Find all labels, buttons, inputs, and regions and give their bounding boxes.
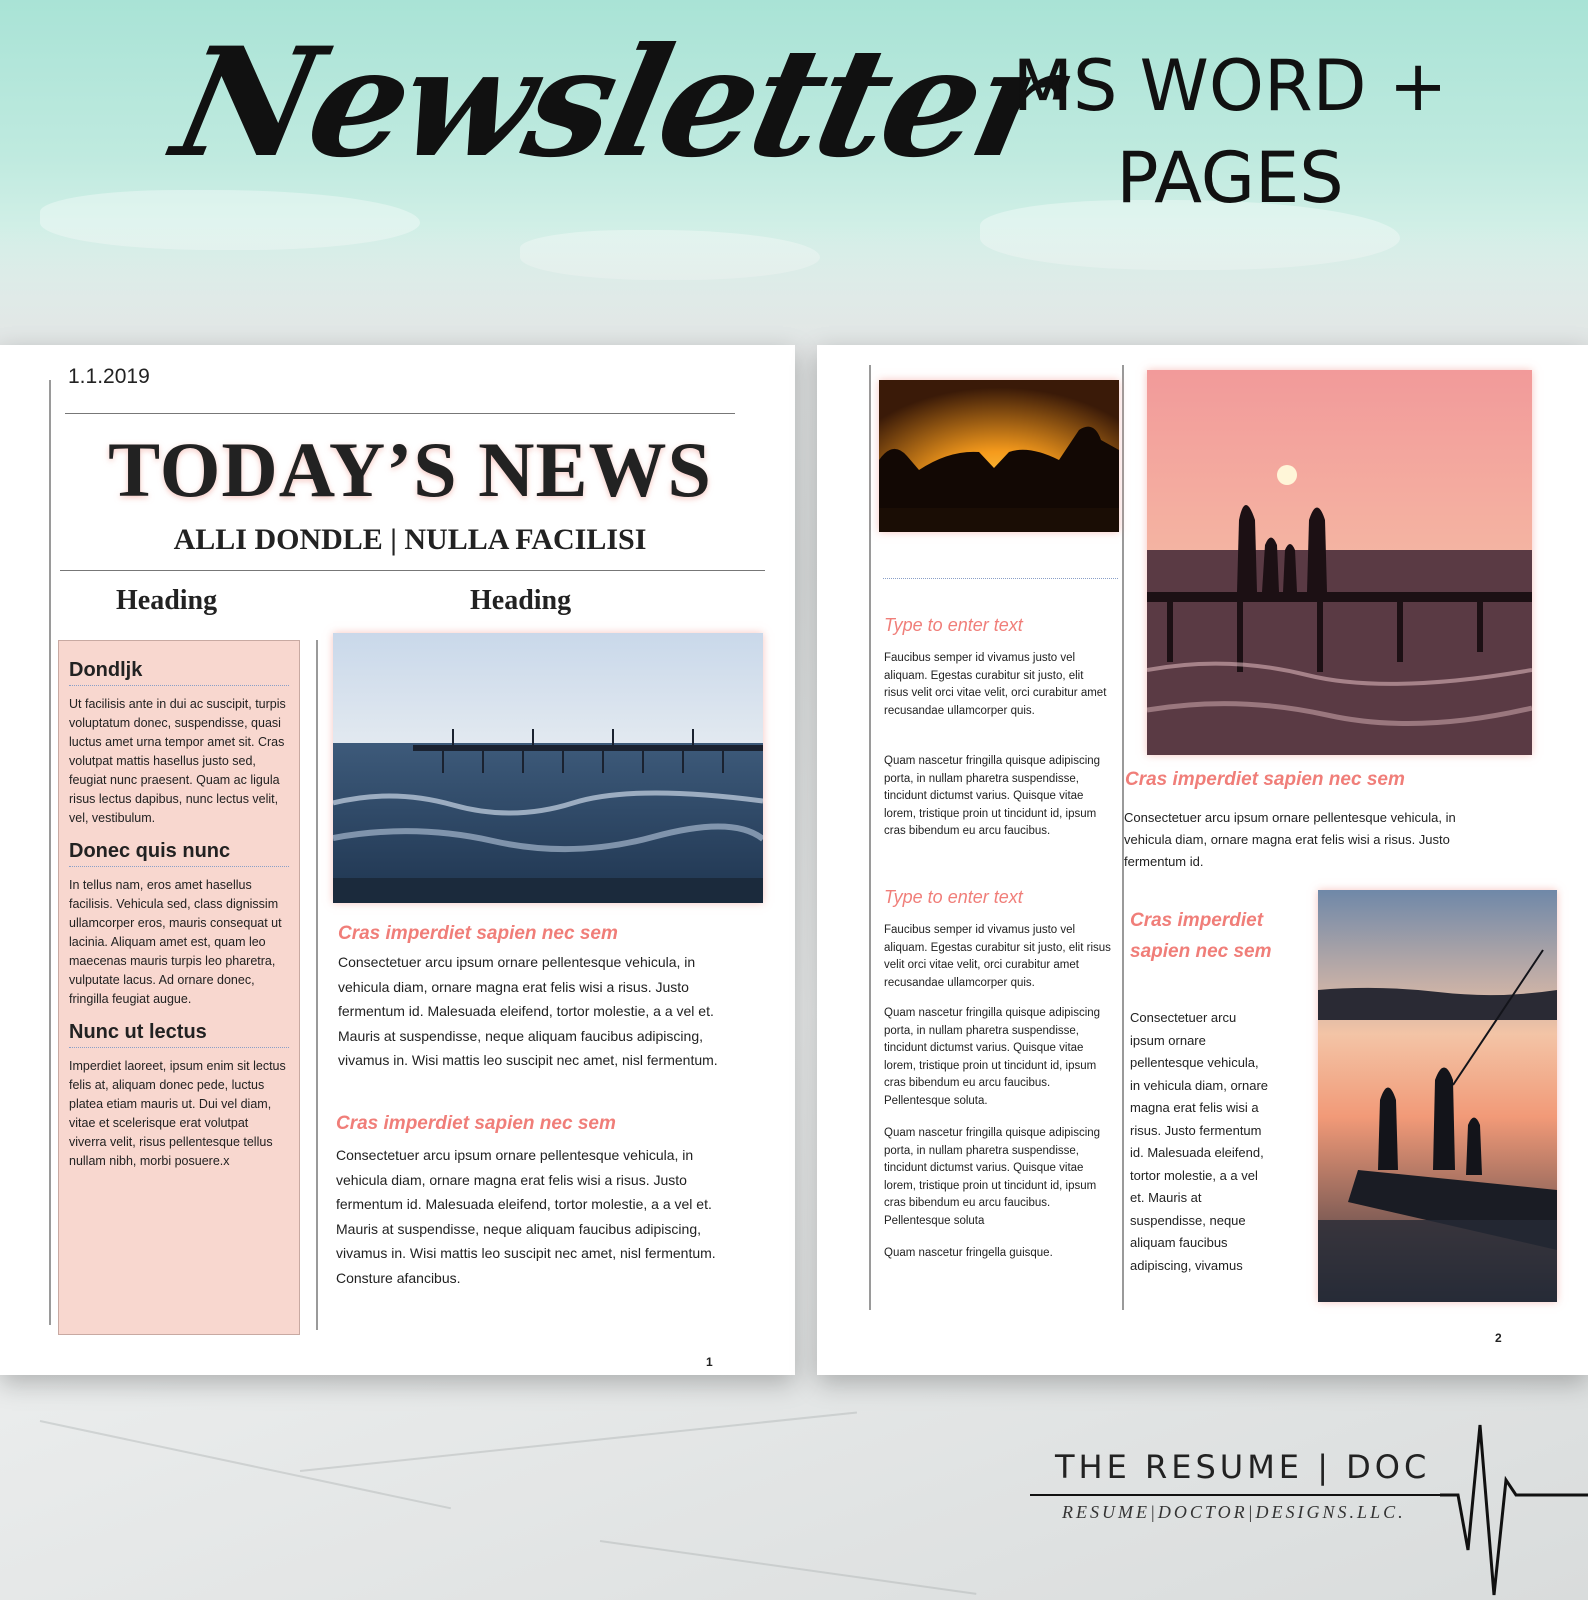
text-block: Faucibus semper id vivamus justo vel aliquam. Egestas curabitur sit justo, elit risus velit orci vitae velit, orci curabitur amet recusandae ullamcorper quis. bbox=[884, 924, 1111, 989]
formats-line-1: MS WORD + bbox=[1012, 45, 1448, 127]
left-margin-rule bbox=[869, 365, 871, 1310]
marble-vein bbox=[600, 1540, 977, 1595]
family-pier-illustration bbox=[1147, 370, 1532, 755]
heartbeat-line-icon bbox=[1440, 1420, 1588, 1600]
masthead-title: TODAY’S NEWS bbox=[108, 426, 712, 513]
newsletter-script-title: Newsletter bbox=[161, 15, 1071, 191]
page-number: 1 bbox=[706, 1355, 713, 1369]
heart-sunset-illustration bbox=[879, 380, 1119, 532]
newsletter-page-2 bbox=[817, 345, 1588, 1375]
brand-underline bbox=[1030, 1494, 1450, 1496]
text-block: Faucibus semper id vivamus justo vel aliquam. Egestas curabitur sit justo, elit risus velit orci vitae velit, orci curabitur amet recusandae ullamcorper quis. bbox=[884, 652, 1107, 717]
brand-subtitle: RESUME|DOCTOR|DESIGNS.LLC. bbox=[1062, 1502, 1406, 1522]
brand-name: THE RESUME | DOC bbox=[1055, 1448, 1431, 1486]
formats-label bbox=[1010, 40, 1450, 224]
page-number: 2 bbox=[1495, 1331, 1502, 1345]
heart-sunset-photo bbox=[879, 380, 1119, 532]
sidebar-heading: Donec quis nunc bbox=[69, 840, 289, 867]
sidebar-heading: Nunc ut lectus bbox=[69, 1021, 289, 1048]
brush-stroke bbox=[520, 230, 820, 280]
sidebar-text: Ut facilisis ante in dui ac suscipit, turpis voluptatum donec, suspendisse, quasi luctus amet urna tempor amet sit. Cras volutpat mattis hasellus justo sed, feugiat nunc praesent. Quam ac ligula risus lectus dapibus, nunc lectus velit, vel, vestibulum. bbox=[69, 697, 286, 825]
masthead-top-rule bbox=[65, 413, 735, 414]
article-3-text: Consectetuer arcu ipsum ornare pellentesque vehicula, in vehicula diam, ornare magna erat felis wisi a risus. Justo fermentum id. bbox=[1124, 810, 1456, 869]
family-pier-photo bbox=[1147, 370, 1532, 755]
text-placeholder-heading-2[interactable]: Type to enter text bbox=[884, 887, 1023, 907]
text-block: Quam nascetur fringilla quisque adipiscing porta, in nullam pharetra suspendisse, tincidunt dictumst varius. Quisque vitae lorem, tristique proin ut tincidunt id, ipsum cras bibendum eu arcu faucibus. Pellentesque soluta. bbox=[884, 1007, 1101, 1107]
sidebar-section bbox=[69, 840, 289, 1009]
brush-stroke bbox=[40, 190, 420, 250]
marble-vein bbox=[300, 1411, 857, 1472]
sidebar-section bbox=[69, 1021, 289, 1171]
header-banner bbox=[0, 0, 1588, 345]
article-4-text: Consectetuer arcu ipsum ornare pellentesque vehicula, in vehicula diam, ornare magna erat felis wisi a risus. Justo fermentum id. Malesuada eleifend, tortor molestie, a a vel et. Mauris at suspendisse, neque aliquam faucibus adipiscing, vivamus bbox=[1130, 1010, 1269, 1273]
newsletter-page-1 bbox=[0, 345, 795, 1375]
masthead-bottom-rule bbox=[60, 570, 765, 571]
sidebar-text: In tellus nam, eros amet hasellus facilisis. Vehicula sed, class dignissim ullamcorper eros, mauris consequat ut lacinia. Aliquam amet est, quam leo maecenas mauris turpis leo pharetra, vulputate lacus. Ad ornare donec, fringilla feugiat augue. bbox=[69, 878, 282, 1006]
article-1-text: Consectetuer arcu ipsum ornare pellentesque vehicula, in vehicula diam, ornare magna erat felis wisi a risus. Justo fermentum id. Malesuada eleifend, tortor molestie, a a vel et. Mauris at suspendisse, neque aliquam faucibus adipiscing, vivamus in. Wisi mattis leo suscipit nec amet, nisl fermentum. bbox=[338, 954, 718, 1068]
sidebar-heading: Dondljk bbox=[69, 659, 289, 686]
text-block: Quam nascetur fringilla quisque adipiscing porta, in nullam pharetra suspendisse, tincidunt dictumst varius. Quisque vitae lorem, tristique proin ut tincidunt id, ipsum cras bibendum eu arcu faucibus. Pellentesque soluta bbox=[884, 1127, 1101, 1227]
text-placeholder-heading-1[interactable]: Type to enter text bbox=[884, 615, 1023, 635]
article-3-heading: Cras imperdiet sapien nec sem bbox=[1125, 769, 1405, 790]
pier-ocean-illustration bbox=[333, 633, 763, 903]
article-2-heading: Cras imperdiet sapien nec sem bbox=[336, 1113, 616, 1134]
article-2-text: Consectetuer arcu ipsum ornare pellentesque vehicula, in vehicula diam, ornare magna erat felis wisi a risus. Justo fermentum id. Malesuada eleifend, tortor molestie, a a vel et. Mauris at suspendisse, neque aliquam faucibus adipiscing, vivamus in. Wisi mattis leo suscipit nec amet, nisl fermentum. Consture afancibus. bbox=[336, 1147, 716, 1286]
sidebar-section bbox=[69, 659, 289, 828]
sidebar-text: Imperdiet laoreet, ipsum enim sit lectus felis at, aliquam donec pede, luctus platea etiam mauris ut. Dui vel diam, vitae et scelerisque erat volutpat viverra velit, risus pellentesque tellus nullam nibh, morbi posuere.x bbox=[69, 1059, 286, 1168]
formats-line-2: PAGES bbox=[1116, 137, 1344, 219]
article-4-heading: Cras imperdiet sapien nec sem bbox=[1130, 910, 1272, 962]
issue-date: 1.1.2019 bbox=[68, 365, 150, 388]
pier-ocean-photo bbox=[333, 633, 763, 903]
fishing-dock-photo bbox=[1318, 890, 1557, 1302]
fishing-dock-illustration bbox=[1318, 890, 1557, 1302]
marble-vein bbox=[40, 1420, 451, 1509]
left-margin-rule bbox=[49, 380, 51, 1325]
text-block: Quam nascetur fringilla quisque adipiscing porta, in nullam pharetra suspendisse, tincidunt dictumst varius. Quisque vitae lorem, tristique proin ut tincidunt id, ipsum cras bibendum eu arcu faucibus. bbox=[884, 755, 1101, 837]
column-divider bbox=[316, 640, 318, 1330]
masthead-byline: ALLI DONDLE | NULLA FACILISI bbox=[173, 523, 647, 556]
column-heading-left: Heading bbox=[116, 585, 218, 616]
column-heading-right: Heading bbox=[470, 585, 572, 616]
article-1-heading: Cras imperdiet sapien nec sem bbox=[338, 923, 618, 944]
section-divider bbox=[883, 578, 1118, 579]
text-block: Quam nascetur fringella guisque. bbox=[884, 1247, 1053, 1259]
sidebar-box bbox=[58, 640, 300, 1335]
